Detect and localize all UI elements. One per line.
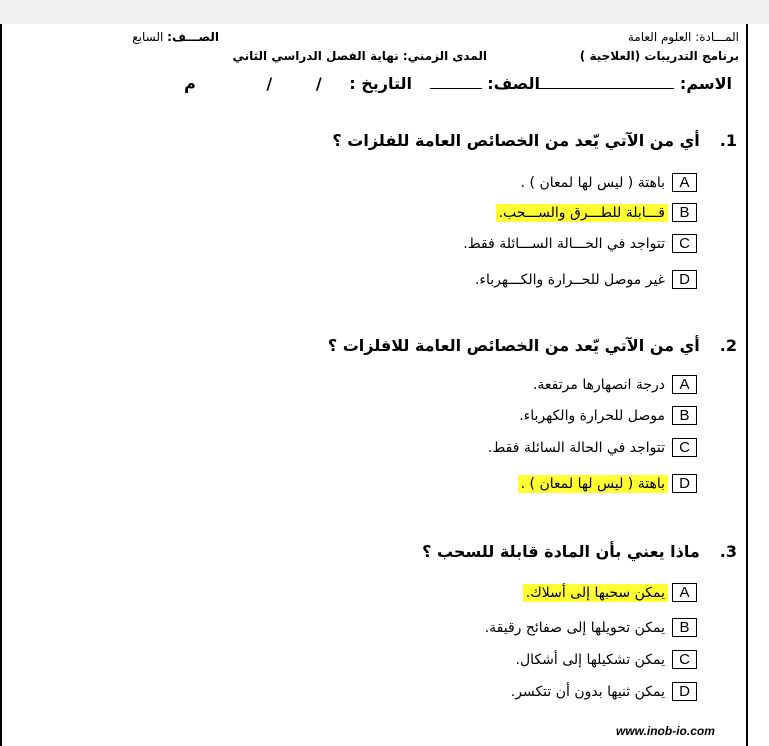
name-field <box>536 74 732 93</box>
page-left-border <box>0 24 2 746</box>
name-label: الاسم: <box>679 74 732 93</box>
subject-value: العلوم العامة <box>627 30 692 44</box>
question-2 <box>328 336 737 355</box>
q1-option-d[interactable] <box>472 268 697 291</box>
option-text: باهتة ( ليس لها لمعان ) . <box>520 174 665 191</box>
q2-option-b[interactable] <box>516 404 697 427</box>
option-letter-box: C <box>672 650 697 669</box>
option-letter-box: A <box>672 583 697 602</box>
subject-label: المـــادة: <box>695 30 739 44</box>
q3-option-a[interactable] <box>523 581 697 604</box>
date-slash-1: / <box>315 74 322 93</box>
q1-option-a[interactable] <box>518 171 697 194</box>
option-text: تتواجد في الحـــالة الســـائلة فقط. <box>463 235 665 252</box>
q1-option-b[interactable] <box>496 201 697 224</box>
q2-option-d[interactable] <box>518 472 697 495</box>
class-label: الصف: <box>487 74 540 93</box>
class-blank <box>430 74 482 89</box>
date-field <box>184 74 412 93</box>
option-letter-box: D <box>672 474 697 493</box>
option-letter-box: B <box>672 618 697 637</box>
q3-option-d[interactable] <box>508 680 697 703</box>
option-letter-box: B <box>672 406 697 425</box>
name-blank <box>536 74 674 89</box>
program-title: برنامج التدريبات (العلاجية ) <box>579 49 739 63</box>
date-slash-2: / <box>266 74 273 93</box>
question-text: أي من الآتي يّعد من الخصائص العامة للافلزات ؟ <box>327 336 700 355</box>
subject-line <box>628 30 739 44</box>
question-3 <box>422 542 737 561</box>
option-letter-box: D <box>672 270 697 289</box>
period-title: المدى الزمني: نهاية الفصل الدراسي الثاني <box>232 49 487 63</box>
option-text: تتواجد في الحالة السائلة فقط. <box>487 439 665 456</box>
option-text: موصل للحرارة والكهرباء. <box>519 407 665 424</box>
option-text: غير موصل للحــرارة والكـــهرباء. <box>474 271 665 288</box>
date-label: التاريخ : <box>349 74 412 93</box>
question-text: أي من الآتي يّعد من الخصائص العامة للفلزات ؟ <box>332 131 700 150</box>
date-suffix: م <box>184 74 196 93</box>
q3-option-b[interactable] <box>482 616 697 639</box>
grade-line <box>132 30 219 44</box>
student-info-row <box>20 74 742 96</box>
option-letter-box: D <box>672 682 697 701</box>
class-field <box>430 74 540 93</box>
question-text: ماذا يعني بأن المادة قابلة للسحب ؟ <box>422 542 700 561</box>
option-text: يمكن ثنيها بدون أن تتكسر. <box>510 683 665 700</box>
viewer-top-bar <box>0 0 769 24</box>
q3-option-c[interactable] <box>513 648 698 671</box>
option-text-highlighted: يمكن سحبها إلى أسلاك. <box>523 584 668 602</box>
question-number: 1. <box>719 131 737 150</box>
option-text: يمكن تحويلها إلى صفائح رقيقة. <box>484 619 665 636</box>
question-number: 3. <box>719 542 737 561</box>
question-1 <box>332 131 737 150</box>
option-text-highlighted: باهتة ( ليس لها لمعان ) . <box>518 475 668 493</box>
option-letter-box: A <box>672 173 697 192</box>
option-letter-box: B <box>672 203 697 222</box>
page-right-border <box>746 24 748 746</box>
q2-option-a[interactable] <box>530 373 697 396</box>
q1-option-c[interactable] <box>460 232 697 255</box>
option-letter-box: A <box>672 375 697 394</box>
option-text: درجة انصهارها مرتفعة. <box>532 376 665 393</box>
footer-url: www.inob-io.com <box>616 724 715 738</box>
option-text-highlighted: قـــابلة للطـــرق والســـحب. <box>496 204 668 222</box>
question-number: 2. <box>719 336 737 355</box>
option-letter-box: C <box>672 438 697 457</box>
grade-label: الصـــف: <box>167 30 219 44</box>
option-letter-box: C <box>672 234 697 253</box>
option-text: يمكن تشكيلها إلى أشكال. <box>515 651 665 668</box>
q2-option-c[interactable] <box>485 436 697 459</box>
grade-value: السابع <box>132 30 164 44</box>
